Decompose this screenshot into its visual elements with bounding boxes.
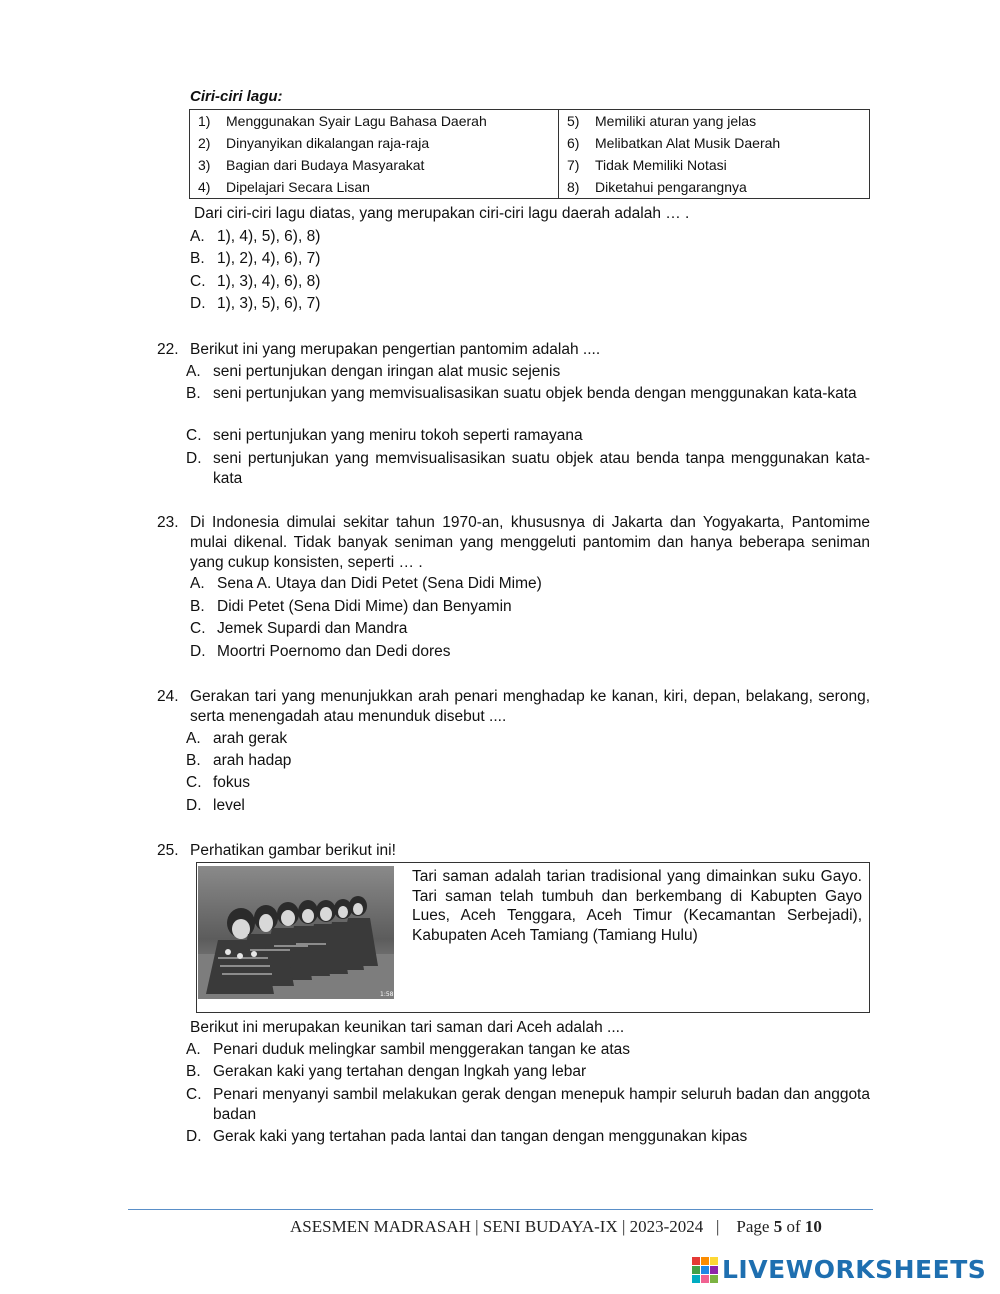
- q22-number: 22.: [157, 341, 179, 358]
- q22-question: Berikut ini yang merupakan pengertian pantomim adalah ....: [190, 341, 601, 358]
- q23-number: 23.: [157, 514, 179, 531]
- footer-title: ASESMEN MADRASAH | SENI BUDAYA-IX | 2023-2024: [290, 1217, 704, 1236]
- q21-question: Dari ciri-ciri lagu diatas, yang merupakan ciri-ciri lagu daerah adalah … .: [194, 205, 690, 222]
- page-number: 5: [773, 1217, 783, 1236]
- q23-question: Di Indonesia dimulai sekitar tahun 1970-an, khususnya di Jakarta dan Yogyakarta, Pantomime mulai dikenal. Tidak banyak seniman yang menggeluti pantomim dan hanya beberapa seniman yang cukup konsisten, seperti … .: [190, 514, 870, 571]
- q24-question: Gerakan tari yang menunjukkan arah penari menghadap ke kanan, kiri, depan, belakang, serong, serta menengadah atau menunduk disebut ....: [190, 688, 870, 725]
- table-row: 3) Bagian dari Budaya Masyarakat 7) Tidak Memiliki Notasi: [190, 154, 870, 176]
- footer-divider: [128, 1209, 873, 1210]
- saman-dance-photo: [198, 866, 394, 999]
- q25-number: 25.: [157, 842, 179, 859]
- page-footer: ASESMEN MADRASAH | SENI BUDAYA-IX | 2023-2024 | Page 5 of 10: [290, 1217, 822, 1236]
- logo-text: LIVEWORKSHEETS: [722, 1255, 987, 1284]
- q25-question2: Berikut ini merupakan keunikan tari saman dari Aceh adalah ....: [190, 1019, 625, 1036]
- q24-number: 24.: [157, 688, 179, 705]
- page-total: 10: [804, 1217, 822, 1236]
- table-row: 4) Dipelajari Secara Lisan 8) Diketahui pengarangnya: [190, 176, 870, 199]
- liveworksheets-logo[interactable]: [692, 1255, 986, 1284]
- ciri-ciri-heading: Ciri-ciri lagu:: [190, 88, 283, 105]
- table-row: 1) Menggunakan Syair Lagu Bahasa Daerah 5) Memiliki aturan yang jelas: [190, 110, 870, 133]
- table-row: 2) Dinyanyikan dikalangan raja-raja 6) Melibatkan Alat Musik Daerah: [190, 132, 870, 154]
- logo-grid-icon: [692, 1257, 718, 1283]
- q25-description: Tari saman adalah tarian tradisional yang dimainkan suku Gayo. Tari saman telah tumbuh dan berkembang di Kabupten Gayo Lues, Aceh Tenggara, Aceh Timur (Kecamantan Serbejadi), Kabupaten Aceh Tamiang (Tamiang Hulu): [412, 868, 862, 944]
- ciri-ciri-table: [189, 109, 870, 199]
- photo-timestamp: 1:58: [380, 991, 394, 998]
- q25-question: Perhatikan gambar berikut ini!: [190, 842, 396, 859]
- saman-dancers-image: [198, 866, 394, 999]
